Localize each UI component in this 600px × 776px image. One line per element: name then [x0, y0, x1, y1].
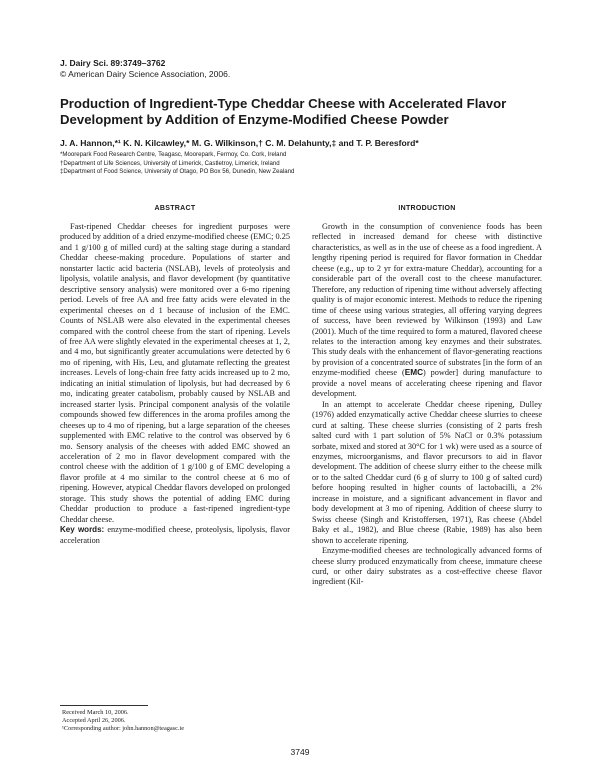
- keywords-label: Key words:: [60, 525, 105, 535]
- copyright-line: © American Dairy Science Association, 2006.: [60, 69, 231, 79]
- intro-paragraph-3: Enzyme-modified cheeses are technologically advanced forms of cheese slurry produced enzymatically from cheese, immature cheese curd, or other dairy substrates as a cost-effective cheese flavor ingredient (Kil-: [312, 546, 542, 587]
- abstract-heading: ABSTRACT: [154, 205, 196, 212]
- intro-paragraph-2: In an attempt to accelerate Cheddar cheese ripening, Dulley (1976) added enzymatically active Cheddar cheese slurries to cheese curd at salting. These cheese slurries (consisting of 2 parts fresh salted curd with 1 part solution of 5% NaCl or 0.3% potassium sorbate, mixed and stored at 30°C for 1 wk) were used as a source of enzymes, microorganisms, and flavor precursors to aid in flavor development. The addition of cheese slurry either to the cheese milk or to the salted Cheddar curd (6 g of slurry to 100 g of salted curd) before hooping resulted in higher counts of lactobacilli, a 2% increase in moisture, and a significant advancement in flavor and body development at 3 mo of ripening. Addition of cheese slurry to Swiss cheese (Singh and Kristoffersen, 1971), Ras cheese (Abdel Baky et al., 1982), and Blue cheese (Rabie, 1989) has also been shown to accelerate ripening.: [312, 399, 542, 545]
- introduction-heading: INTRODUCTION: [398, 205, 456, 212]
- page-number: 3749: [290, 747, 310, 757]
- abstract-text: Fast-ripened Cheddar cheeses for ingredient purposes were produced by addition of a dried enzyme-modified cheese (EMC; 0.25 and 1 g/100 g of milled curd) at the salting stage during a standard Cheddar cheese-making procedure. Populations of starter and nonstarter lactic acid bacteria (NSLAB), levels of proteolysis and lipolysis, volatile analysis, and flavor development (by quantitative descriptive sensory analysis) were monitored over a 6-mo ripening period. Levels of free AA and free fatty acids were elevated in the experimental cheeses on d 1 because of inclusion of the EMC. Counts of NSLAB were also elevated in the experimental cheeses compared with the control cheese from the start of ripening. Levels of free AA were slightly elevated in the experimental cheeses at 1, 2, and 4 mo, but significantly greater accumulations were detected by 6 mo of ripening, with His, Leu, and glutamate reflecting the greatest increases. Levels of long-chain free fatty acids increased up to 2 mo, indicating an initial stimulation of lipolysis, but had decreased by 6 mo, indicating greater catabolism, probably caused by NSLAB and increased starter lysis. Principal component analysis of the volatile compounds showed few differences in the aroma profiles among the cheeses up to 4 mo of ripening, but a large separation of the cheeses supplemented with EMC relative to the control was observed by 6 mo. Sensory analysis of the cheeses with added EMC showed an acceleration of 2 mo in flavor development compared with the control cheese with the addition of 1 g/100 g of EMC developing a flavor profile at 4 mo similar to the control cheese at 6 mo of ripening. However, atypical Cheddar flavors developed on prolonged storage. This study shows the potential of adding EMC during Cheddar production to produce a fast-ripened ingredient-type Cheddar cheese.: [60, 222, 290, 524]
- received-date: Received March 10, 2006.: [62, 709, 129, 716]
- paper-title: Production of Ingredient-Type Cheddar Cheese with Accelerated Flavor Development by Addition of Enzyme-Modified Cheese Powder: [60, 96, 507, 127]
- affiliation-2: †Department of Life Sciences, University of Limerick, Castletroy, Limerick, Ireland: [60, 159, 280, 167]
- right-column: [312, 205, 542, 588]
- left-column: [60, 205, 290, 546]
- affiliations: [60, 151, 540, 177]
- footnote-divider: [60, 705, 148, 706]
- emc-abbreviation: EMC: [404, 368, 424, 378]
- affiliation-1: *Moorepark Food Research Centre, Teagasc, Moorepark, Fermoy, Co. Cork, Ireland: [60, 151, 287, 158]
- intro-p1-text-b: ) powder] during manufacture to provide a novel means of accelerating cheese ripening and flavor development.: [312, 368, 542, 399]
- keywords-text: enzyme-modified cheese, proteolysis, lipolysis, flavor acceleration: [60, 525, 291, 545]
- affiliation-3: ‡Department of Food Science, University of Otago, PO Box 56, Dunedin, New Zealand: [60, 168, 295, 176]
- accepted-date: Accepted April 26, 2006.: [62, 717, 126, 724]
- author-list: J. A. Hannon,*¹ K. N. Kilcawley,* M. G. Wilkinson,† C. M. Delahunty,‡ and T. P. Beresford*: [60, 138, 419, 148]
- intro-paragraph-1: [312, 222, 542, 400]
- corresponding-author: ¹Corresponding author: john.hannon@teagasc.ie: [62, 725, 185, 732]
- journal-citation: J. Dairy Sci. 89:3749–3762: [60, 58, 166, 68]
- journal-header: [60, 58, 230, 80]
- keywords-line: [60, 525, 290, 546]
- intro-p1-text-a: Growth in the consumption of convenience foods has been reflected in increased demand for cheese with distinctive characteristics, as well as in the use of cheese as a food ingredient. A lengthy ripening period is required for flavor formation in Cheddar cheese (e.g., up to 2 yr for extra-mature Cheddar), accounting for a considerable part of the overall cost to the cheese manufacturer. Therefore, any reduction of ripening time without adversely affecting quality is of major economic interest. Methods to reduce the ripening time of cheese using various strategies, all offering varying degrees of success, have been reviewed by Wilkinson (1993) and Law (2001). Much of the time required to form a matured, flavored cheese relates to the interaction among key enzymes and their substrates. This study deals with the enhancement of flavor-generating reactions by provision of a concentrated source of substrates [in the form of an enzyme-modified cheese (: [312, 222, 542, 378]
- footnotes: [62, 709, 184, 733]
